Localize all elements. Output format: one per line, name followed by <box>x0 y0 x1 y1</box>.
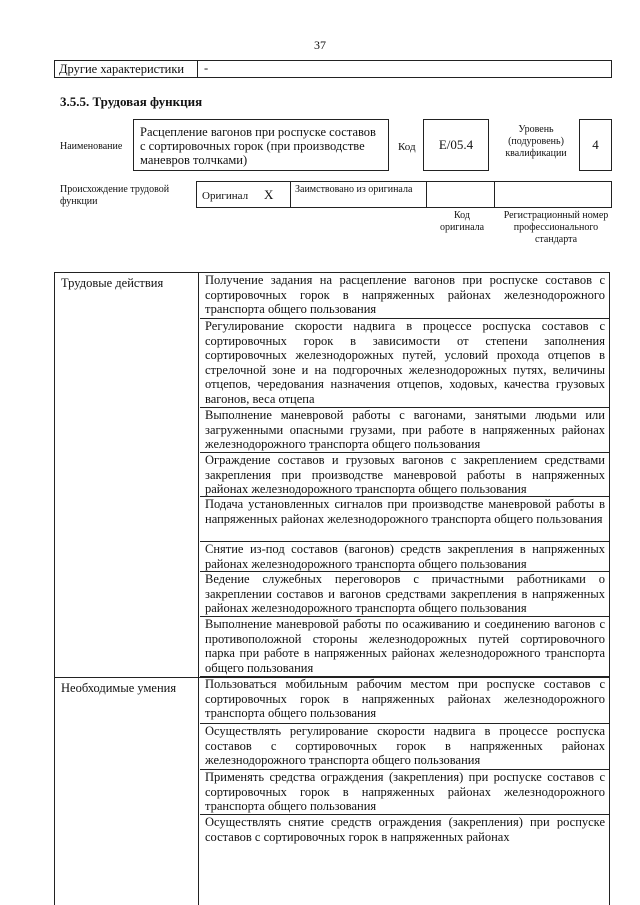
other-characteristics-value: - <box>204 61 209 75</box>
label-column <box>55 273 199 905</box>
origin-reg-cell <box>495 182 611 207</box>
function-name: Расцепление вагонов при роспуске составов с сортировочных горок (при производстве маневров толчками) <box>133 119 389 171</box>
origin-code-cell <box>427 182 495 207</box>
origin-original-cell <box>197 182 291 207</box>
labor-action-item: Подача установленных сигналов при производстве маневровой работы в напряженных районах железнодорожного транспорта общего пользования <box>200 497 609 542</box>
function-code: Е/05.4 <box>423 119 489 171</box>
function-details-table <box>54 272 610 905</box>
skill-item: Осуществлять регулирование скорости надвига в процессе роспуска составов с сортировочных горок в напряженных районах железнодорожного транспорта общего пользования <box>200 724 609 770</box>
labor-action-item: Снятие из-под составов (вагонов) средств закрепления в напряженных районах железнодорожного транспорта общего пользования <box>200 542 609 572</box>
original-mark: Х <box>264 187 274 202</box>
labor-action-item: Выполнение маневровой работы с вагонами, занятыми людьми или загруженными опасными грузами, при работе в напряженных районах железнодорожного транспорта общего пользования <box>200 408 609 453</box>
name-label: Наименование <box>60 141 123 152</box>
skill-item: Пользоваться мобильным рабочим местом при роспуске составов с сортировочных горок в напряженных районах железнодорожного транспорта общего пользования <box>200 677 609 724</box>
code-caption: Код оригинала <box>439 210 485 233</box>
labor-action-item: Получение задания на расцепление вагонов при роспуске составов с сортировочных горок в напряженных районах железнодорожного транспорта общего пользования <box>200 273 609 319</box>
original-label: Оригинал <box>202 190 249 202</box>
other-characteristics-row <box>54 60 612 78</box>
skill-item: Применять средства ограждения (закрепления) при роспуске составов с сортировочных горок в напряженных районах железнодорожного транспорта общего пользования <box>200 770 609 815</box>
labor-actions-label: Трудовые действия <box>61 276 164 290</box>
origin-table <box>196 181 612 208</box>
code-label: Код <box>398 141 416 153</box>
qualification-level: 4 <box>579 119 612 171</box>
page-number: 37 <box>314 38 326 52</box>
skill-item: Осуществлять снятие средств ограждения (закрепления) при роспуске составов с сортировочных горок в напряженных районах <box>205 815 605 844</box>
origin-borrowed-cell <box>291 182 427 207</box>
other-characteristics-label: Другие характеристики <box>55 61 198 77</box>
labor-action-item: Ограждение составов и грузовых вагонов с закреплением средствами закрепления при производстве маневровой работы в напряженных районах железнодорожного транспорта общего пользования <box>200 453 609 497</box>
labor-action-item: Регулирование скорости надвига в процессе роспуска составов с сортировочных горок в зависимости от степени заполнения сортировочных железнодорожных путей, условий прохода отцепов в стрелочной зоне и на подгорочных железнодорожных путях, величины отцепов, чередования назначения отцепов, ходовых, качества грузовых вагонов, веса отцепа <box>200 319 609 408</box>
reg-caption: Регистрационный номер профессионального стандарта <box>503 210 609 245</box>
level-label: Уровень (подуровень) квалификации <box>505 124 567 159</box>
labor-action-item: Ведение служебных переговоров с причастными работниками о закреплении составов и вагонов средствами закрепления в напряженных районах железнодорожного транспорта общего пользования <box>200 572 609 617</box>
origin-label: Происхождение трудовой функции <box>60 184 170 207</box>
labor-action-item: Выполнение маневровой работы по осаживанию и соединению вагонов с противоположной стороны железнодорожных путей сортировочного парка при работе в напряженных районах железнодорожного транспорта общего пользования <box>200 617 609 677</box>
borrowed-label: Заимствовано из оригинала <box>295 184 413 195</box>
section-title: 3.5.5. Трудовая функция <box>60 94 203 109</box>
required-skills-label: Необходимые умения <box>61 681 177 695</box>
